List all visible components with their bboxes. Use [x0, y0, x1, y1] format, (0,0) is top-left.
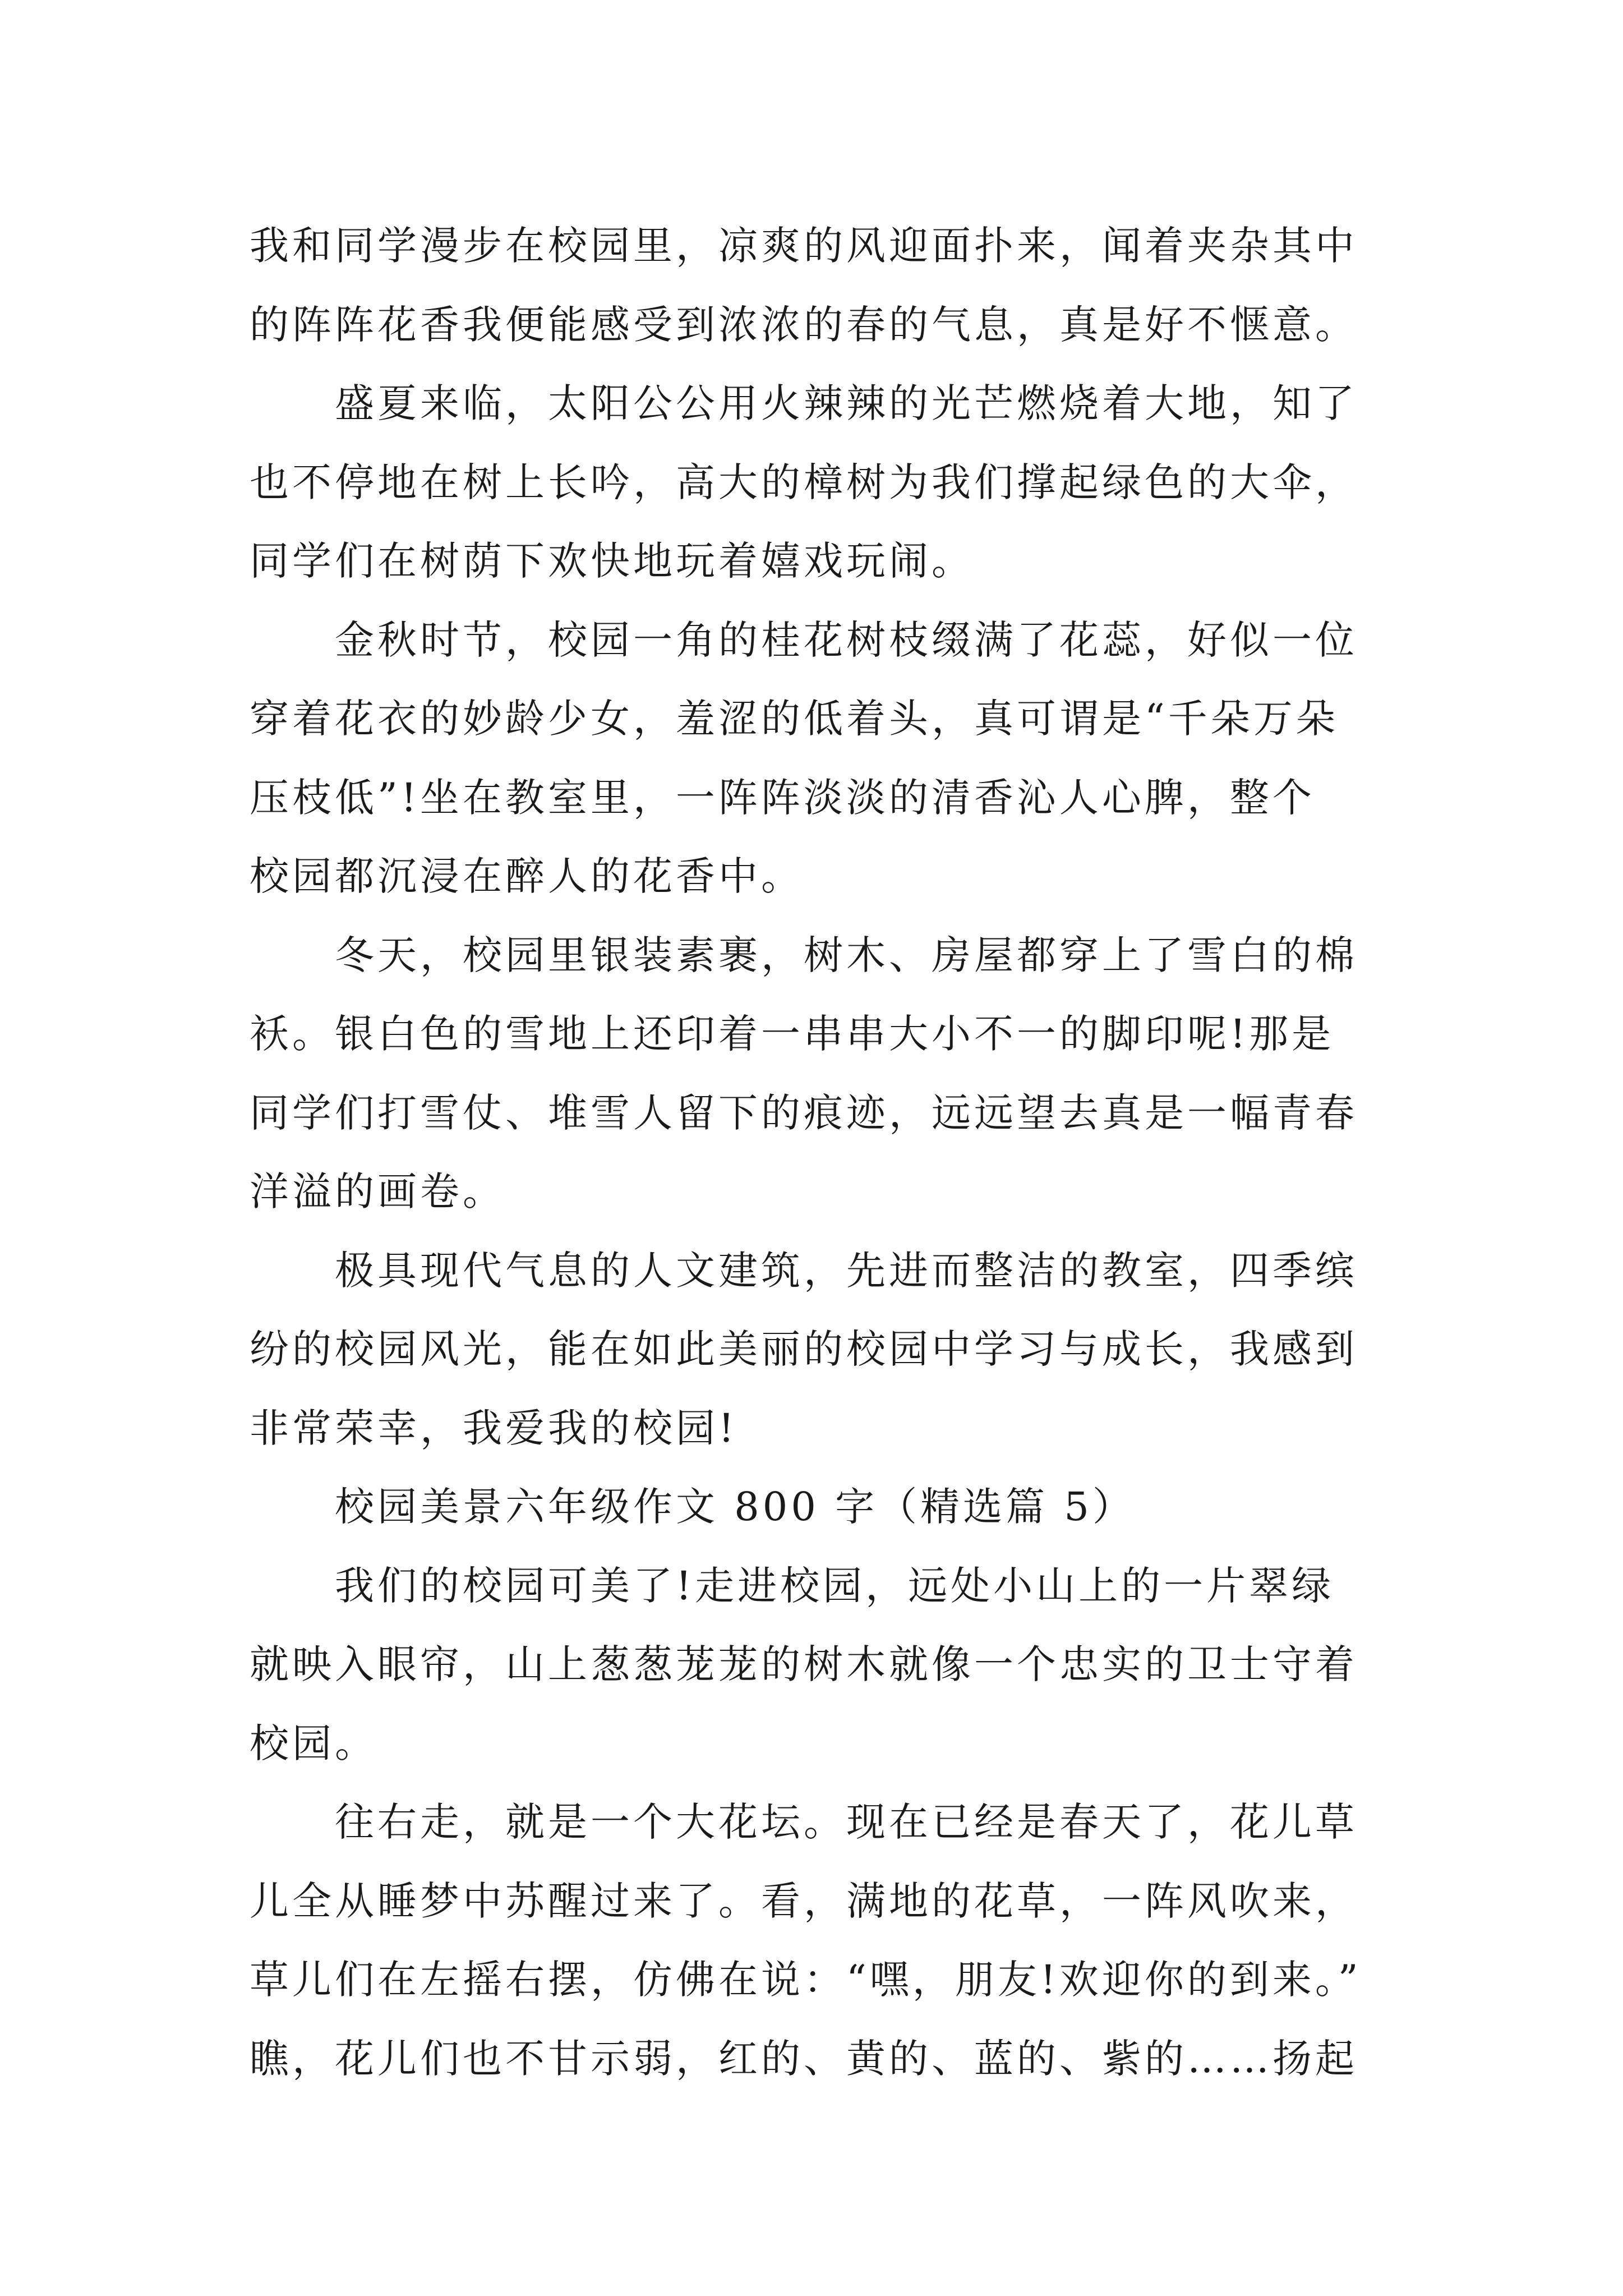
paragraph-first-line: 金秋时节，校园一角的桂花树枝缀满了花蕊，好似一位: [335, 616, 1358, 663]
paragraph-first-line: 极具现代气息的人文建筑，先进而整洁的教室，四季缤: [335, 1247, 1358, 1294]
text-line: 的阵阵花香我便能感受到浓浓的春的气息，真是好不惬意。: [250, 301, 1358, 348]
text-line: 草儿们在左摇右摆，仿佛在说：“嘿，朋友!欢迎你的到来。”: [250, 1957, 1362, 2003]
text-line: 儿全从睡梦中苏醒过来了。看，满地的花草，一阵风吹来，: [250, 1878, 1358, 1924]
text-line: 洋溢的画卷。: [250, 1168, 505, 1214]
paragraph-first-line: 往右走，就是一个大花坛。现在已经是春天了，花儿草: [335, 1799, 1358, 1845]
essay-body: [250, 206, 1382, 2098]
text-line: 我和同学漫步在校园里，凉爽的风迎面扑来，闻着夹杂其中: [250, 223, 1358, 269]
text-line: 非常荣幸，我爱我的校园!: [250, 1405, 738, 1451]
text-line: 同学们在树荫下欢快地玩着嬉戏玩闹。: [250, 538, 974, 584]
text-line: 瞧，花儿们也不甘示弱，红的、黄的、蓝的、紫的……扬起: [250, 2035, 1358, 2082]
text-line: 也不停地在树上长吟，高大的樟树为我们撑起绿色的大伞，: [250, 459, 1358, 505]
text-line: 压枝低”!坐在教室里，一阵阵淡淡的清香沁人心脾，整个: [250, 774, 1315, 821]
paragraph-first-line: 校园美景六年级作文 800 字（精选篇 5）: [335, 1484, 1135, 1530]
paragraph-first-line: 盛夏来临，太阳公公用火辣辣的光芒燃烧着大地，知了: [335, 380, 1358, 426]
paragraph-first-line: 冬天，校园里银装素裹，树木、房屋都穿上了雪白的棉: [335, 932, 1358, 978]
text-line: 穿着花衣的妙龄少女，羞涩的低着头，真可谓是“千朵万朵: [250, 696, 1339, 742]
paragraph-first-line: 我们的校园可美了!走进校园，远处小山上的一片翠绿: [335, 1562, 1335, 1609]
text-line: 校园。: [250, 1720, 377, 1766]
text-line: 校园都沉浸在醉人的花香中。: [250, 853, 804, 899]
text-line: 纷的校园风光，能在如此美丽的校园中学习与成长，我感到: [250, 1326, 1358, 1372]
text-line: 袄。银白色的雪地上还印着一串串大小不一的脚印呢!那是: [250, 1011, 1335, 1057]
text-line: 就映入眼帘，山上葱葱茏茏的树木就像一个忠实的卫士守着: [250, 1641, 1358, 1687]
text-line: 同学们打雪仗、堆雪人留下的痕迹，远远望去真是一幅青春: [250, 1089, 1358, 1136]
